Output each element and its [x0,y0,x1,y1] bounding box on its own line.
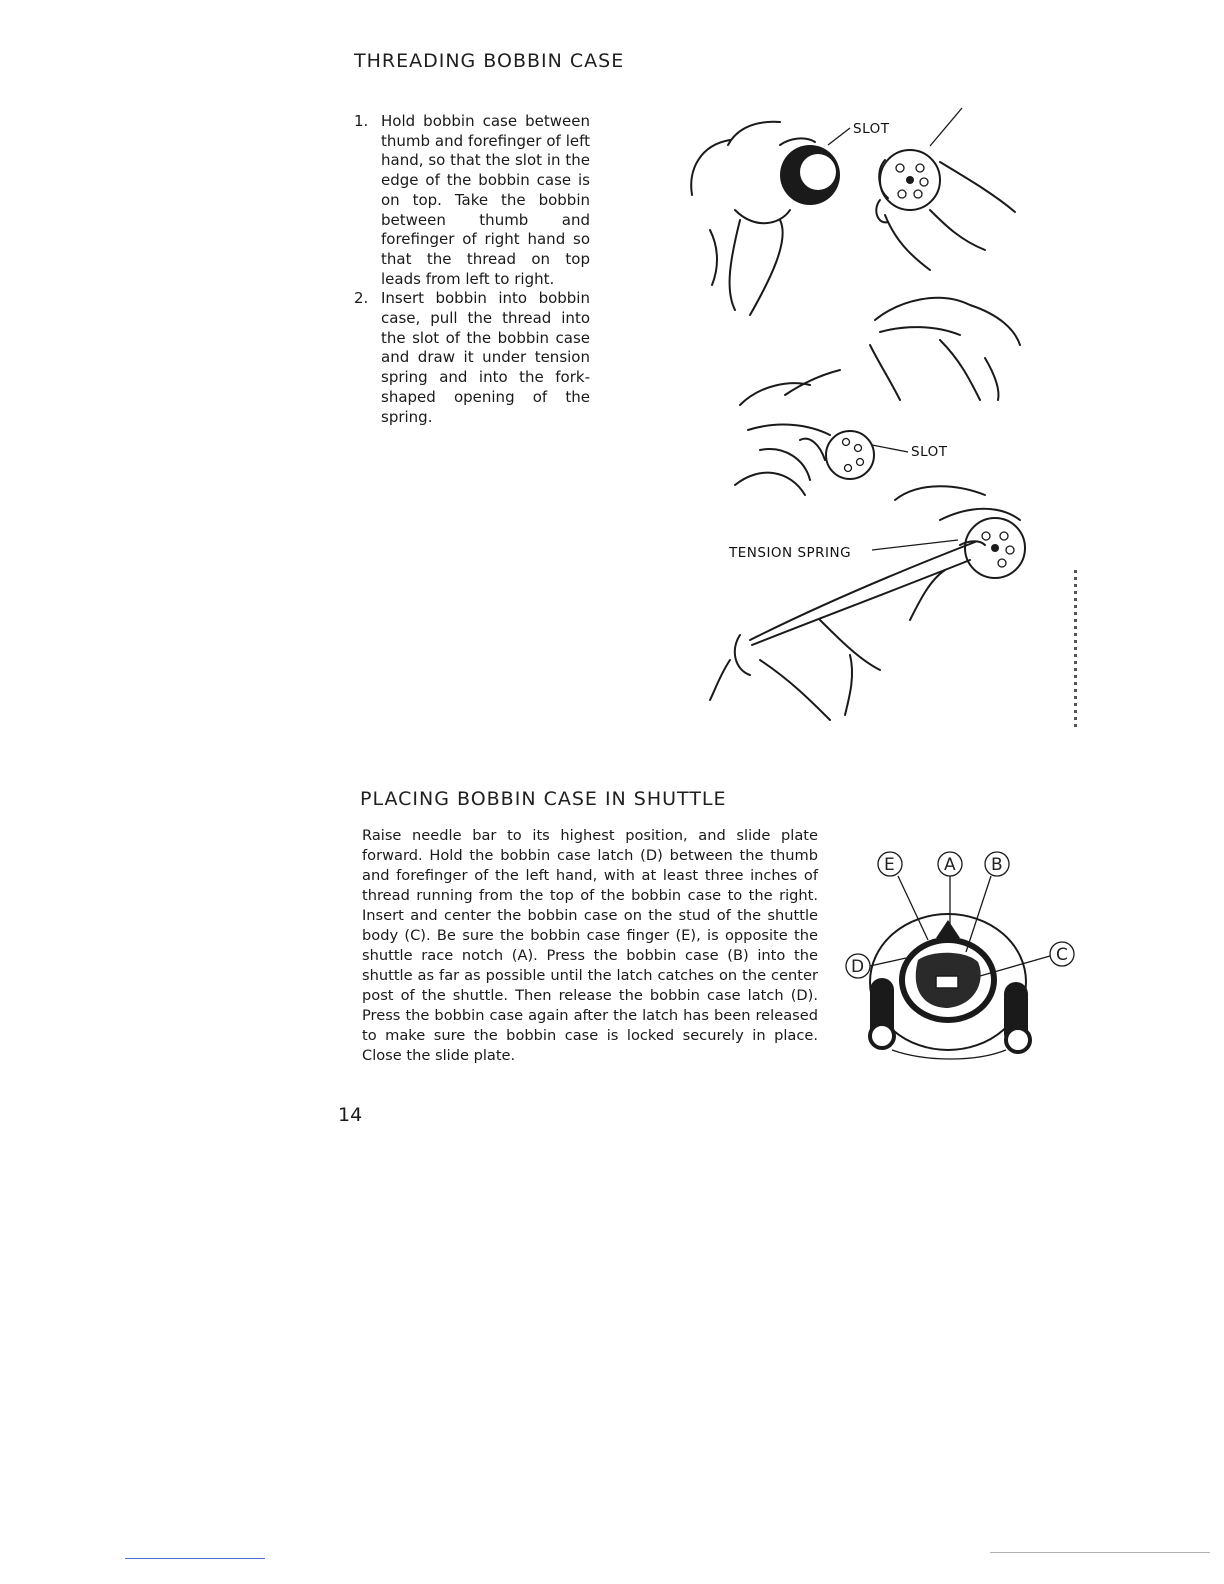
letter-d: D [851,957,865,977]
letter-a: A [944,855,956,875]
letter-c: C [1056,945,1068,965]
section-title-threading: THREADING BOBBIN CASE [354,50,625,72]
letter-e-marker [878,852,902,876]
letter-e: E [884,855,895,875]
shuttle-illustration [836,840,1084,1070]
slot-label-top: SLOT [853,121,890,137]
tension-spring-label: TENSION SPRING [729,545,852,561]
slot-label-middle: SLOT [911,444,948,460]
step-text: Hold bobbin case between thumb and forefinger of left hand, so that the slot in the edge of the bobbin case is on top. Take the bobbin between thumb and forefinger of right hand so that the thread on top leads from left to right. [381,112,590,288]
step-text: Insert bobbin into bobbin case, pull the thread into the slot of the bobbin case and draw it under tension spring and into the fork-shaped opening of the spring. [381,289,590,426]
hand-holding-bobbin-case [691,122,840,315]
threading-illustration [640,100,1100,740]
step-number: 2. [354,289,369,308]
scan-artifact-edge [1074,570,1077,730]
letter-b-marker [985,852,1009,876]
hand-drawing-thread [710,486,1025,720]
section-title-placing: PLACING BOBBIN CASE IN SHUTTLE [360,788,727,810]
scan-artifact-line [125,1558,265,1559]
letter-a-marker [938,852,962,876]
step-number: 1. [354,112,369,130]
letter-c-marker [1050,942,1074,966]
letter-d-marker [846,954,870,978]
step-item [354,289,590,427]
hand-inserting-bobbin [735,298,1020,495]
letter-b: B [991,855,1003,875]
placing-instructions: Raise needle bar to its highest position, and slide plate forward. Hold the bobbin case latch (D) between the thumb and forefinger of the left hand, with at least three inches of thread running from the top of the bobbin case to the right. Insert and center the bobbin case on the stud of the shuttle body (C). Be sure the bobbin case finger (E), is opposite the shuttle race notch (A). Press the bobbin case (B) into the shuttle as far as possible until the latch catches on the center post of the shuttle. Then release the bobbin case latch (D). Press the bobbin case again after the latch has been released to make sure the bobbin case is locked securely in place. Close the slide plate. [362,827,818,1064]
scan-artifact-line [990,1552,1210,1553]
step-item [354,112,590,289]
threading-steps [354,112,590,427]
page-number: 14 [338,1104,363,1126]
hand-holding-bobbin [876,150,1015,270]
